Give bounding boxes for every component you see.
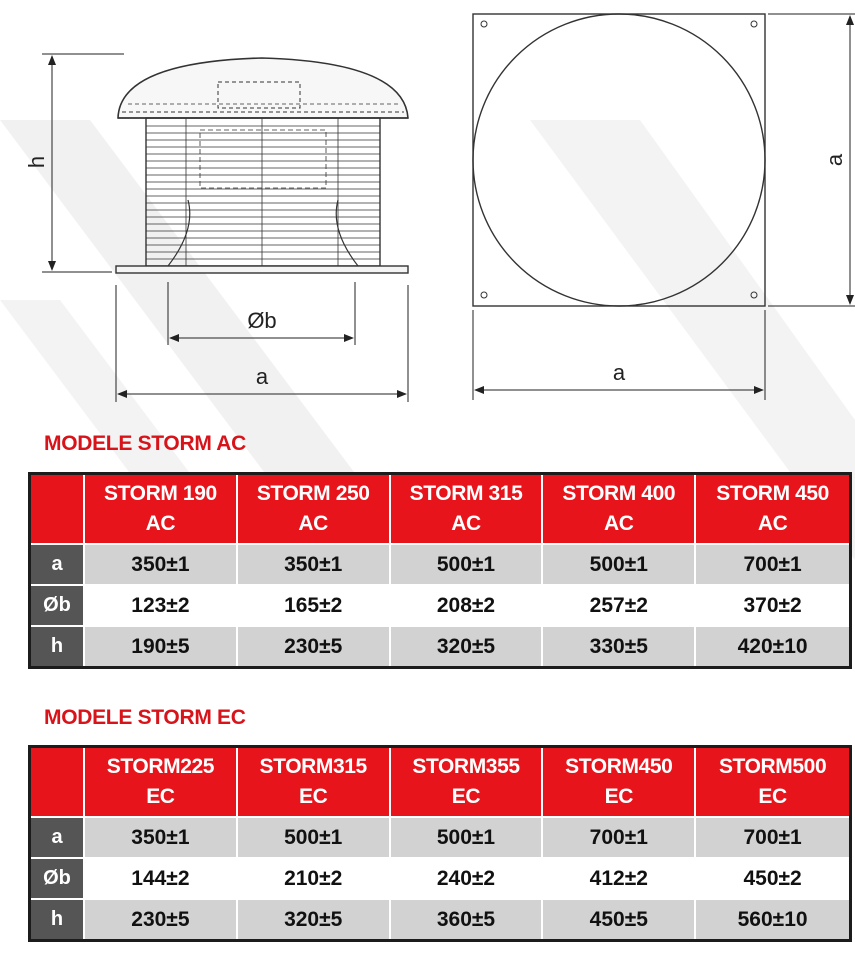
column-header: STORM315 EC <box>238 748 391 818</box>
header-corner <box>31 748 85 818</box>
table-cell: 500±1 <box>543 545 696 586</box>
table-cell: 412±2 <box>543 859 696 900</box>
table-cell: 350±1 <box>238 545 391 586</box>
ac-section-title: MODELE STORM AC <box>44 432 247 455</box>
ec-spec-table <box>28 745 852 942</box>
table-cell: 350±1 <box>85 818 238 859</box>
table-cell: 450±5 <box>543 900 696 939</box>
table-cell: 370±2 <box>696 586 849 627</box>
table-row <box>31 586 849 627</box>
table-cell: 500±1 <box>391 545 544 586</box>
table-cell: 700±1 <box>543 818 696 859</box>
table-row <box>31 859 849 900</box>
fan-width-label: a <box>255 364 269 389</box>
column-header: STORM355 EC <box>391 748 544 818</box>
row-label: a <box>31 545 85 586</box>
table-row <box>31 818 849 859</box>
table-cell: 360±5 <box>391 900 544 939</box>
table-cell: 350±1 <box>85 545 238 586</box>
column-header: STORM450 EC <box>543 748 696 818</box>
base-height-label: a <box>822 153 847 167</box>
column-header: STORM 315 AC <box>391 475 544 545</box>
table-cell: 420±10 <box>696 627 849 666</box>
table-cell: 320±5 <box>238 900 391 939</box>
table-cell: 500±1 <box>238 818 391 859</box>
ec-section-title: MODELE STORM EC <box>44 706 246 729</box>
table-row <box>31 900 849 939</box>
row-label: h <box>31 627 85 666</box>
table-cell: 330±5 <box>543 627 696 666</box>
table-cell: 210±2 <box>238 859 391 900</box>
table-cell: 500±1 <box>391 818 544 859</box>
fan-diameter-label: Øb <box>247 308 277 333</box>
column-header: STORM 190 AC <box>85 475 238 545</box>
table-cell: 230±5 <box>238 627 391 666</box>
table-cell: 190±5 <box>85 627 238 666</box>
row-label: h <box>31 900 85 939</box>
column-header: STORM 250 AC <box>238 475 391 545</box>
table-cell: 165±2 <box>238 586 391 627</box>
technical-drawing <box>0 0 855 420</box>
table-cell: 257±2 <box>543 586 696 627</box>
base-plate-top-view <box>473 14 765 306</box>
roof-fan-side-view <box>116 58 408 273</box>
grille-lines <box>146 118 380 266</box>
table-header-row <box>31 748 849 818</box>
row-label: Øb <box>31 586 85 627</box>
row-label: a <box>31 818 85 859</box>
table-cell: 230±5 <box>85 900 238 939</box>
column-header: STORM 450 AC <box>696 475 849 545</box>
table-cell: 700±1 <box>696 545 849 586</box>
row-label: Øb <box>31 859 85 900</box>
column-header: STORM 400 AC <box>543 475 696 545</box>
table-cell: 560±10 <box>696 900 849 939</box>
table-cell: 320±5 <box>391 627 544 666</box>
base-dimension-lines <box>473 14 855 400</box>
table-cell: 240±2 <box>391 859 544 900</box>
table-cell: 208±2 <box>391 586 544 627</box>
column-header: STORM500 EC <box>696 748 849 818</box>
ac-spec-table <box>28 472 852 669</box>
column-header: STORM225 EC <box>85 748 238 818</box>
table-header-row <box>31 475 849 545</box>
fan-height-label: h <box>24 155 49 169</box>
header-corner <box>31 475 85 545</box>
base-width-label: a <box>612 360 626 385</box>
table-cell: 144±2 <box>85 859 238 900</box>
table-row <box>31 545 849 586</box>
table-cell: 700±1 <box>696 818 849 859</box>
table-cell: 450±2 <box>696 859 849 900</box>
table-row <box>31 627 849 666</box>
table-cell: 123±2 <box>85 586 238 627</box>
